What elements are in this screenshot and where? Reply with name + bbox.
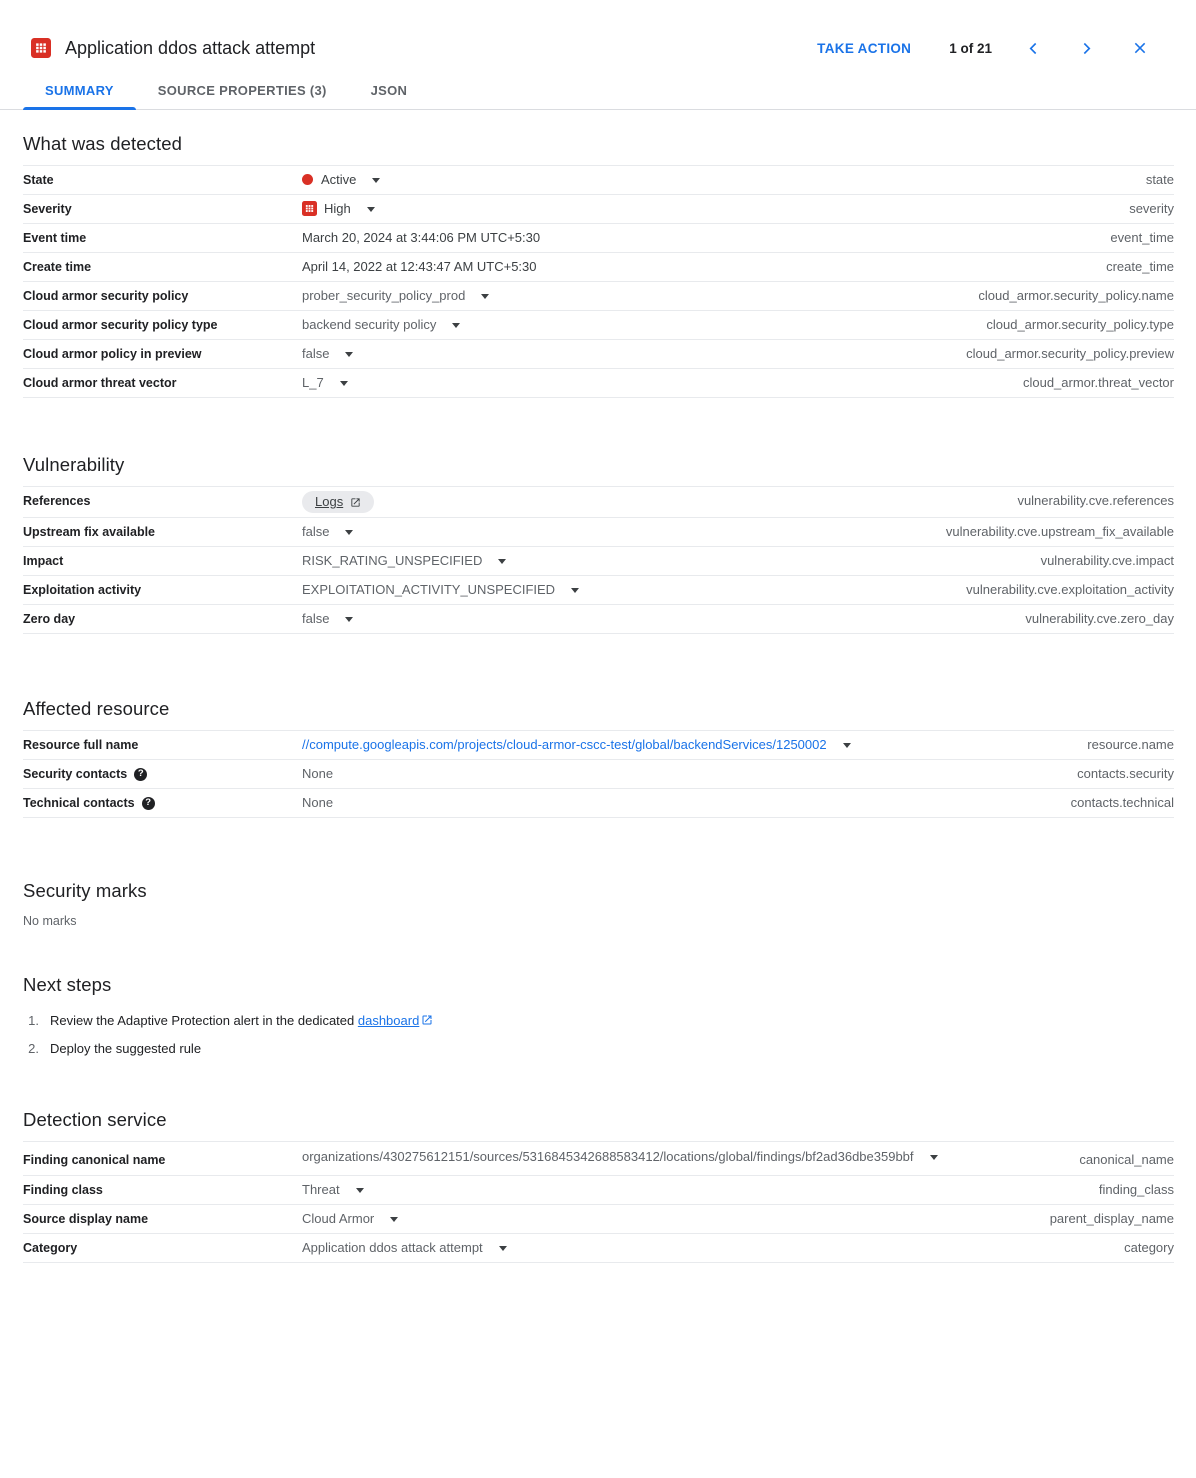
chevron-left-icon xyxy=(1026,41,1041,56)
field-name: cloud_armor.security_policy.name xyxy=(978,288,1174,303)
tab-json[interactable]: JSON xyxy=(349,74,430,109)
value-dropdown[interactable]: false xyxy=(302,346,353,361)
row-value xyxy=(302,199,1113,219)
chevron-down-icon xyxy=(930,1155,938,1160)
pagination-counter: 1 of 21 xyxy=(949,40,992,56)
row-label: Category xyxy=(23,1241,78,1255)
value-dropdown[interactable]: Threat xyxy=(302,1182,364,1197)
detection-service-table xyxy=(23,1141,1174,1263)
external-link-icon xyxy=(350,497,361,508)
row-label: References xyxy=(23,494,91,508)
chevron-down-icon xyxy=(481,294,489,299)
row-value: March 20, 2024 at 3:44:06 PM UTC+5:30 xyxy=(302,230,541,245)
field-name: state xyxy=(1145,172,1174,187)
field-name: cloud_armor.threat_vector xyxy=(1022,375,1174,390)
previous-finding-button[interactable] xyxy=(1022,37,1045,60)
chevron-down-icon xyxy=(571,588,579,593)
row-label: Cloud armor security policy type xyxy=(23,318,218,332)
value-dropdown[interactable]: backend security policy xyxy=(302,317,460,332)
field-name: cloud_armor.security_policy.type xyxy=(986,317,1174,332)
row-label: Finding class xyxy=(23,1183,103,1197)
chevron-down-icon xyxy=(452,323,460,328)
chevron-down-icon xyxy=(367,207,375,212)
chevron-down-icon xyxy=(372,178,380,183)
row-label: Severity xyxy=(23,202,72,216)
value-dropdown[interactable]: organizations/430275612151/sources/5316845342688583412/locations/global/findings/bf2ad36dbe359bbf xyxy=(302,1146,938,1168)
row-value xyxy=(302,344,950,364)
value-dropdown[interactable]: Cloud Armor xyxy=(302,1211,398,1226)
close-icon xyxy=(1132,40,1148,56)
table-row-severity xyxy=(23,195,1174,224)
field-name: vulnerability.cve.exploitation_activity xyxy=(966,582,1174,597)
row-label: State xyxy=(23,173,54,187)
value-dropdown[interactable]: false xyxy=(302,524,353,539)
state-dropdown[interactable]: Active xyxy=(302,172,380,187)
affected-resource-table xyxy=(23,730,1174,818)
field-name: create_time xyxy=(1106,259,1174,274)
chevron-down-icon xyxy=(345,352,353,357)
field-name: canonical_name xyxy=(1079,1152,1174,1167)
row-value xyxy=(302,580,950,600)
field-name: contacts.technical xyxy=(1070,795,1174,810)
field-name: vulnerability.cve.impact xyxy=(1040,553,1174,568)
field-name: vulnerability.cve.zero_day xyxy=(1025,611,1174,626)
finding-header xyxy=(0,0,1196,60)
field-name: resource.name xyxy=(1087,737,1174,752)
row-label: Cloud armor policy in preview xyxy=(23,347,202,361)
table-row-security-policy-type xyxy=(23,311,1174,340)
section-title-security-marks: Security marks xyxy=(23,880,147,901)
field-name: contacts.security xyxy=(1077,766,1174,781)
vulnerability-table xyxy=(23,486,1174,634)
chevron-down-icon xyxy=(345,530,353,535)
help-icon[interactable]: ? xyxy=(134,768,147,781)
row-value xyxy=(302,1238,1108,1258)
row-value: April 14, 2022 at 12:43:47 AM UTC+5:30 xyxy=(302,259,537,274)
tab-summary[interactable]: SUMMARY xyxy=(23,74,136,109)
row-label: Impact xyxy=(23,554,64,568)
step-number: 1. xyxy=(28,1013,39,1028)
table-row-threat-vector xyxy=(23,369,1174,398)
row-label: Technical contacts ? xyxy=(23,793,302,813)
header-actions xyxy=(817,36,1152,60)
row-value xyxy=(302,551,1025,571)
table-row-technical-contacts xyxy=(23,789,1174,818)
section-title-what-was-detected: What was detected xyxy=(23,133,183,154)
high-severity-icon xyxy=(302,201,317,216)
row-label: Cloud armor security policy xyxy=(23,289,189,303)
row-label: Cloud armor threat vector xyxy=(23,376,177,390)
chevron-right-icon xyxy=(1079,41,1094,56)
value-dropdown[interactable]: L_7 xyxy=(302,375,348,390)
field-name: cloud_armor.security_policy.preview xyxy=(966,346,1174,361)
row-label: Create time xyxy=(23,260,92,274)
table-row-resource-full-name xyxy=(23,731,1174,760)
resource-link[interactable]: //compute.googleapis.com/projects/cloud-armor-cscc-test/global/backendServices/1250002 xyxy=(302,737,827,752)
step-number: 2. xyxy=(28,1041,39,1056)
chevron-down-icon xyxy=(340,381,348,386)
row-value: None xyxy=(302,795,334,810)
table-row-state xyxy=(23,166,1174,195)
table-row-canonical-name xyxy=(23,1142,1174,1176)
take-action-button[interactable]: TAKE ACTION xyxy=(817,40,912,56)
row-label: Security contacts ? xyxy=(23,764,302,784)
row-label: Exploitation activity xyxy=(23,583,142,597)
chevron-down-icon xyxy=(498,559,506,564)
next-finding-button[interactable] xyxy=(1075,37,1098,60)
chevron-down-icon xyxy=(843,743,851,748)
table-row-exploitation-activity xyxy=(23,576,1174,605)
value-dropdown[interactable]: false xyxy=(302,611,353,626)
dashboard-link[interactable]: dashboard xyxy=(357,1013,420,1028)
table-row-security-contacts xyxy=(23,760,1174,789)
field-name: severity xyxy=(1129,201,1174,216)
close-button[interactable] xyxy=(1128,36,1152,60)
high-severity-icon xyxy=(31,38,51,58)
what-was-detected-table xyxy=(23,165,1174,398)
value-dropdown[interactable]: EXPLOITATION_ACTIVITY_UNSPECIFIED xyxy=(302,582,579,597)
row-label: Upstream fix available xyxy=(23,525,156,539)
row-value xyxy=(302,1180,1083,1200)
section-title-vulnerability: Vulnerability xyxy=(23,454,125,475)
table-row-security-policy xyxy=(23,282,1174,311)
table-row-create-time xyxy=(23,253,1174,282)
row-label: Event time xyxy=(23,231,87,245)
row-label: Source display name xyxy=(23,1212,149,1226)
table-row-category xyxy=(23,1234,1174,1263)
row-label: Resource full name xyxy=(23,738,139,752)
row-value xyxy=(302,522,930,542)
field-name: category xyxy=(1124,1240,1174,1255)
no-marks-text: No marks xyxy=(23,914,77,928)
tab-bar xyxy=(0,74,1196,110)
section-title-next-steps: Next steps xyxy=(23,974,112,995)
field-name: vulnerability.cve.references xyxy=(1017,493,1174,508)
field-name: parent_display_name xyxy=(1049,1211,1174,1226)
row-value xyxy=(302,609,1009,629)
active-state-icon xyxy=(302,174,313,185)
chevron-down-icon xyxy=(390,1217,398,1222)
row-value xyxy=(302,1209,1034,1229)
next-steps-list xyxy=(23,1012,1174,1057)
table-row-upstream-fix xyxy=(23,518,1174,547)
logs-chip-link[interactable]: Logs xyxy=(302,491,374,513)
table-row-policy-preview xyxy=(23,340,1174,369)
table-row-source-display-name xyxy=(23,1205,1174,1234)
field-name: event_time xyxy=(1110,230,1174,245)
row-label: Finding canonical name xyxy=(23,1153,166,1167)
row-value xyxy=(302,315,970,335)
row-value xyxy=(302,1146,1063,1168)
row-value xyxy=(302,286,962,306)
value-dropdown[interactable]: prober_security_policy_prod xyxy=(302,288,489,303)
list-item: 1. Review the Adaptive Protection alert in the dedicated dashboard xyxy=(23,1012,1174,1029)
field-name: finding_class xyxy=(1098,1182,1174,1197)
page-title: Application ddos attack attempt xyxy=(65,37,316,58)
row-value xyxy=(302,170,1130,190)
row-value xyxy=(302,491,1001,513)
severity-dropdown[interactable]: High xyxy=(302,201,375,216)
section-title-detection-service: Detection service xyxy=(23,1109,167,1130)
table-row-zero-day xyxy=(23,605,1174,634)
chevron-down-icon xyxy=(345,617,353,622)
row-value: None xyxy=(302,766,334,781)
chevron-down-icon xyxy=(356,1188,364,1193)
row-label: Zero day xyxy=(23,612,76,626)
table-row-impact xyxy=(23,547,1174,576)
row-value xyxy=(302,373,1007,393)
row-value xyxy=(302,735,1071,755)
help-icon[interactable]: ? xyxy=(142,797,155,810)
external-link-icon xyxy=(421,1014,433,1026)
chevron-down-icon xyxy=(499,1246,507,1251)
tab-source-properties[interactable]: SOURCE PROPERTIES (3) xyxy=(136,74,349,109)
value-dropdown[interactable]: RISK_RATING_UNSPECIFIED xyxy=(302,553,506,568)
table-row-references xyxy=(23,487,1174,518)
table-row-event-time xyxy=(23,224,1174,253)
section-title-affected-resource: Affected resource xyxy=(23,698,170,719)
list-item: 2. Deploy the suggested rule xyxy=(23,1040,1174,1057)
field-name: vulnerability.cve.upstream_fix_available xyxy=(945,524,1174,539)
resource-link-dropdown[interactable] xyxy=(302,737,851,752)
value-dropdown[interactable]: Application ddos attack attempt xyxy=(302,1240,507,1255)
table-row-finding-class xyxy=(23,1176,1174,1205)
